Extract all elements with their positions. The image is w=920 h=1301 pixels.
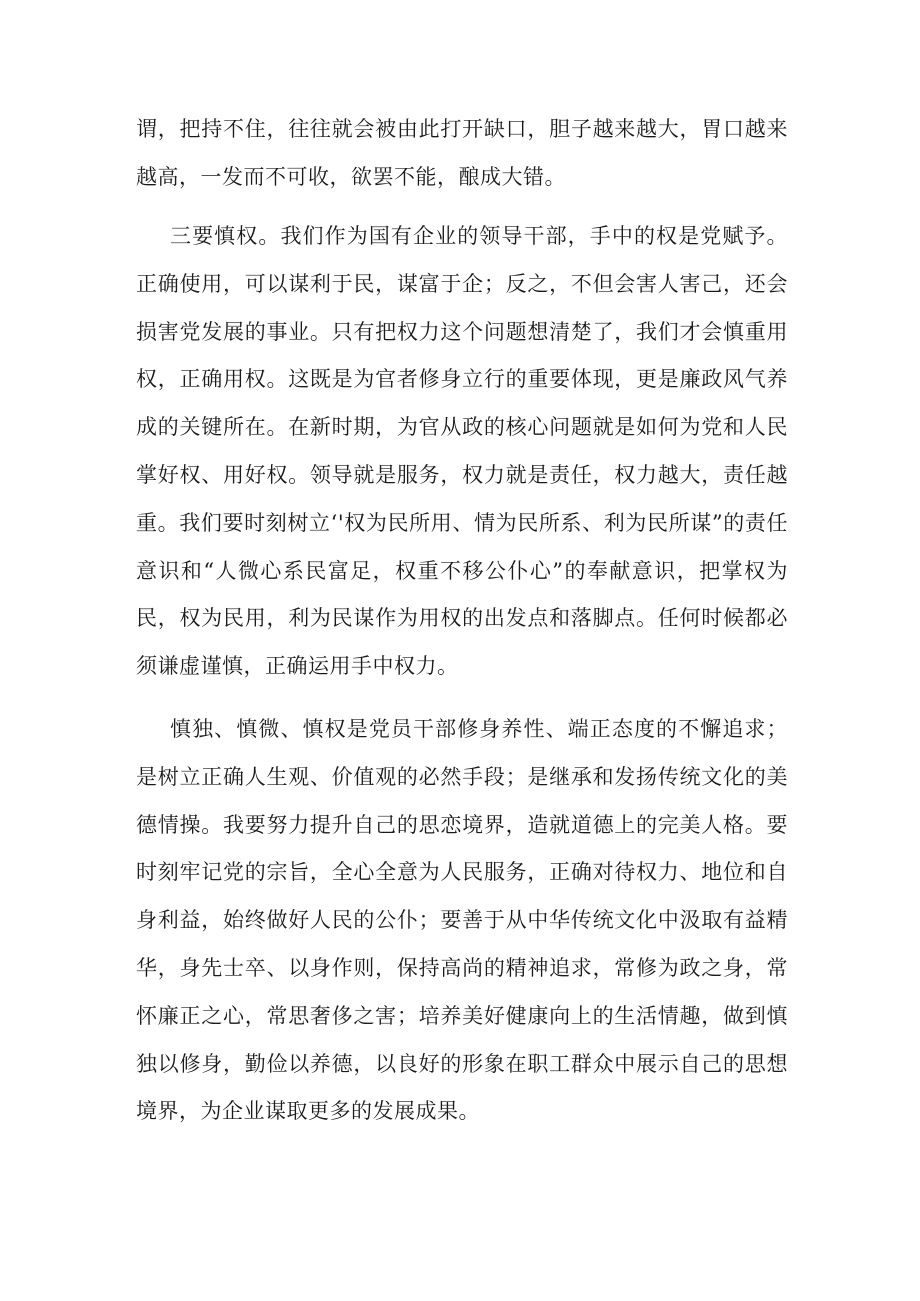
paragraph-text: 三要慎权。我们作为国有企业的领导干部，手中的权是党赋予。正确使用，可以谋利于民，谋富于企；反之，不但会害人害己，还会损害党发展的事业。只有把权力这个问题想清楚了，我们才会慎重用权，正确用权。这既是为官者修身立行的重要体现，更是廉政风气养成的关键所在。在新时期，为官从政的核心问题就是如何为党和人民掌好权、用好权。领导就是服务，权力就是责任，权力越大，责任越重。我们要时刻树立‘'权为民所用、情为民所系、利为民所谋”的责任意识和“人微心系民富足，权重不移公仆心”的奉献意识，把掌权为民，权为民用，利为民谋作为用权的出发点和落脚点。任何时候都必须谦虚谨慎，正确运用手中权力。 xyxy=(136,224,788,679)
paragraph-continuation xyxy=(136,106,788,202)
paragraph-shen-quan xyxy=(136,213,788,691)
paragraph-text: 谓，把持不住，往往就会被由此打开缺口，胆子越来越大，胃口越来越高，一发而不可收，欲罢不能，酿成大错。 xyxy=(136,117,788,189)
paragraph-text: 慎独、慎微、慎权是党员干部修身养性、端正态度的不懈追求；是树立正确人生观、价值观的必然手段；是继承和发扬传统文化的美德情操。我要努力提升自己的思恋境界，造就道德上的完美人格。要时刻牢记党的宗旨，全心全意为人民服务，正确对待权力、地位和自身利益，始终做好人民的公仆；要善于从中华传统文化中汲取有益精华，身先士卒、以身作则，保持高尚的精神追求，常修为政之身，常怀廉正之心，常思奢侈之害；培养美好健康向上的生活情趣，做到慎独以修身，勤俭以养德，以良好的形象在职工群众中展示自己的思想境界，为企业谋取更多的发展成果。 xyxy=(136,717,788,1124)
paragraph-conclusion xyxy=(136,706,788,1136)
